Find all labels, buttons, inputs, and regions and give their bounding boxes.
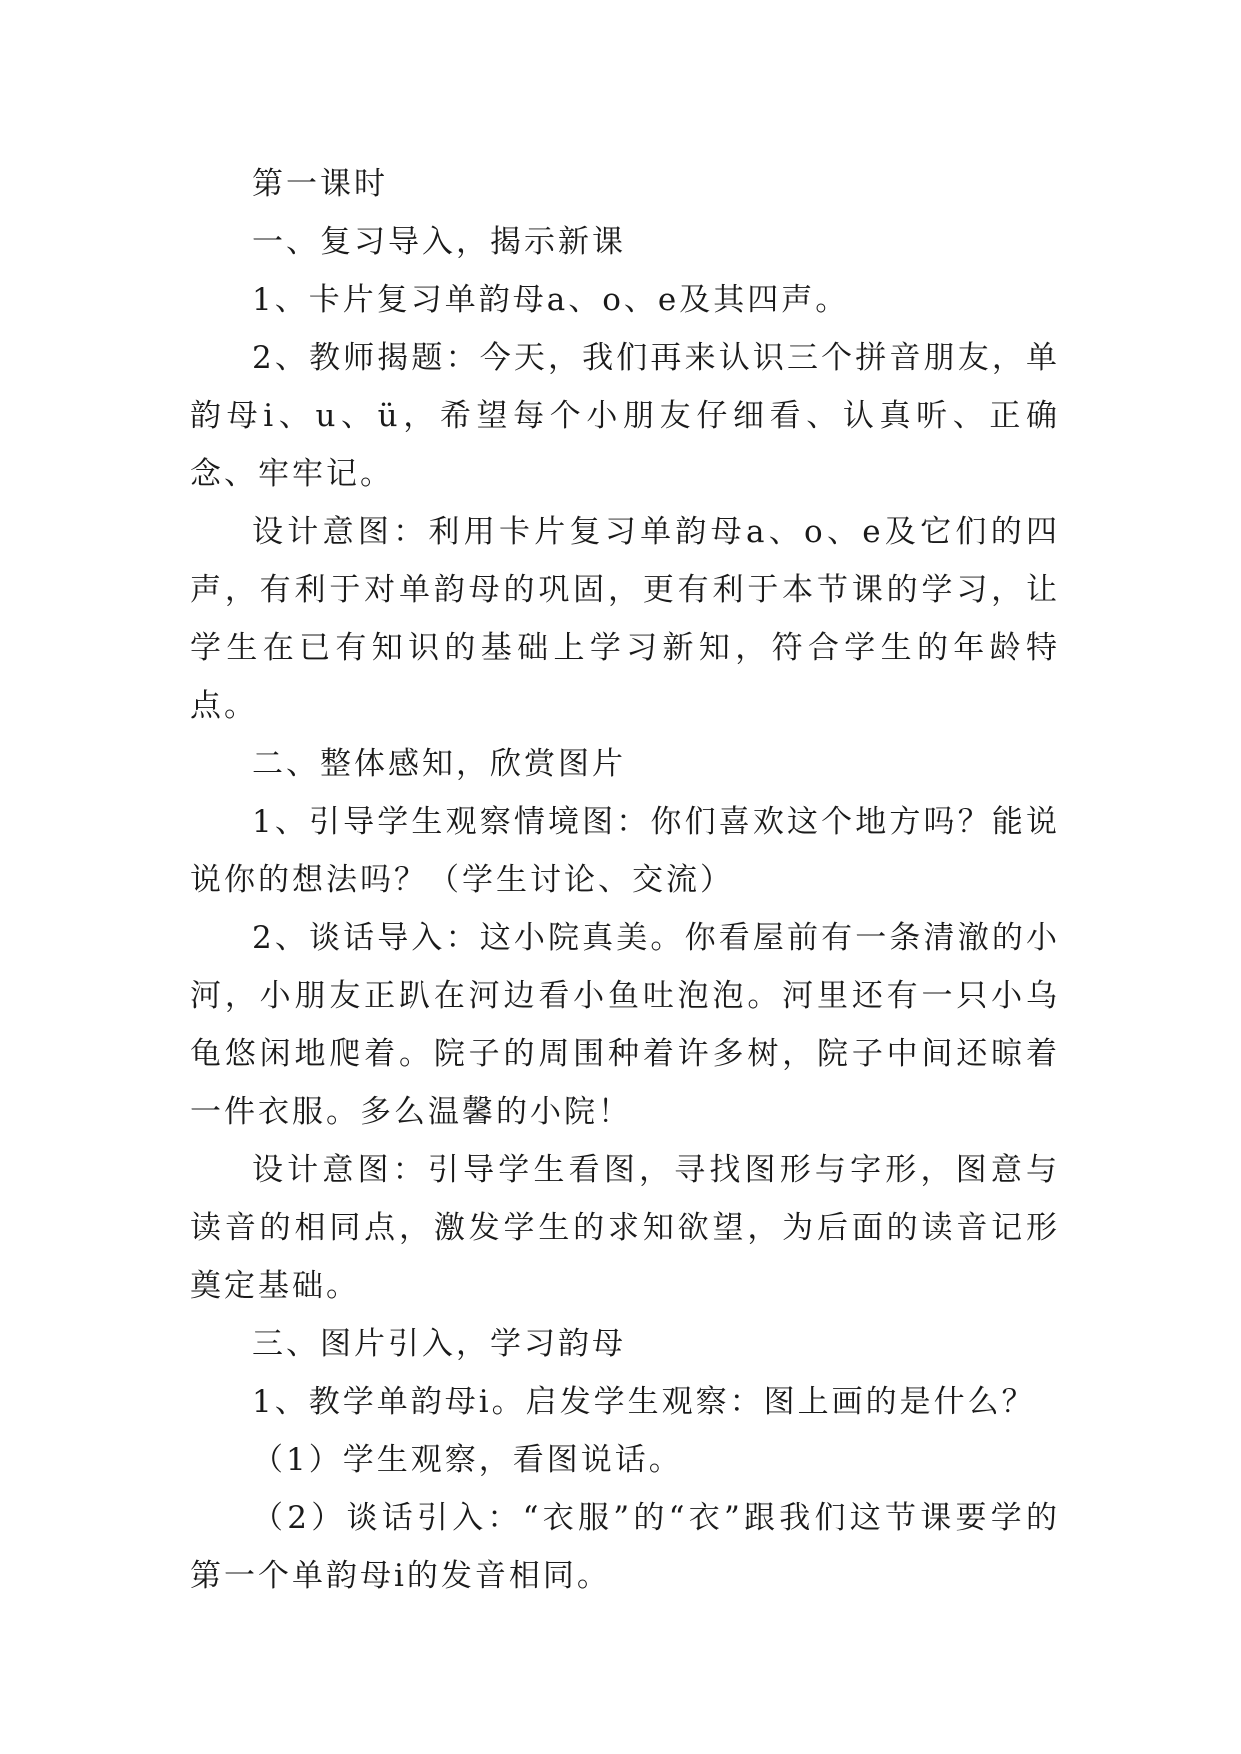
paragraph: 2、谈话导入：这小院真美。你看屋前有一条清澈的小河，小朋友正趴在河边看小鱼吐泡泡。河里还有一只小乌龟悠闲地爬着。院子的周围种着许多树，院子中间还晾着一件衣服。多么温馨的小院！ [190,920,1060,1130]
paragraph: （2）谈话引入：“衣服”的“衣”跟我们这节课要学的第一个单韵母i的发音相同。 [190,1500,1060,1594]
paragraph: （1）学生观察，看图说话。 [252,1442,683,1478]
paragraph: 1、教学单韵母i。启发学生观察：图上画的是什么？ [252,1384,1036,1420]
design-intent-paragraph: 设计意图：利用卡片复习单韵母a、o、e及它们的四声，有利于对单韵母的巩固，更有利于本节课的学习，让学生在已有知识的基础上学习新知，符合学生的年龄特点。 [190,514,1060,724]
section-heading-review: 一、复习导入，揭示新课 [252,224,626,260]
paragraph: 1、卡片复习单韵母a、o、e及其四声。 [252,282,850,318]
paragraph: 2、教师揭题：今天，我们再来认识三个拼音朋友，单韵母i、u、ü，希望每个小朋友仔细看、认真听、正确念、牢牢记。 [190,340,1060,492]
document-body [190,155,1060,1605]
section-heading-overview: 二、整体感知，欣赏图片 [252,746,626,782]
lesson-period-heading: 第一课时 [252,166,388,202]
paragraph: 1、引导学生观察情境图：你们喜欢这个地方吗？能说说你的想法吗？（学生讨论、交流） [190,804,1060,898]
section-heading-finals: 三、图片引入，学习韵母 [252,1326,626,1362]
design-intent-paragraph: 设计意图：引导学生看图，寻找图形与字形，图意与读音的相同点，激发学生的求知欲望，为后面的读音记形奠定基础。 [190,1152,1060,1304]
